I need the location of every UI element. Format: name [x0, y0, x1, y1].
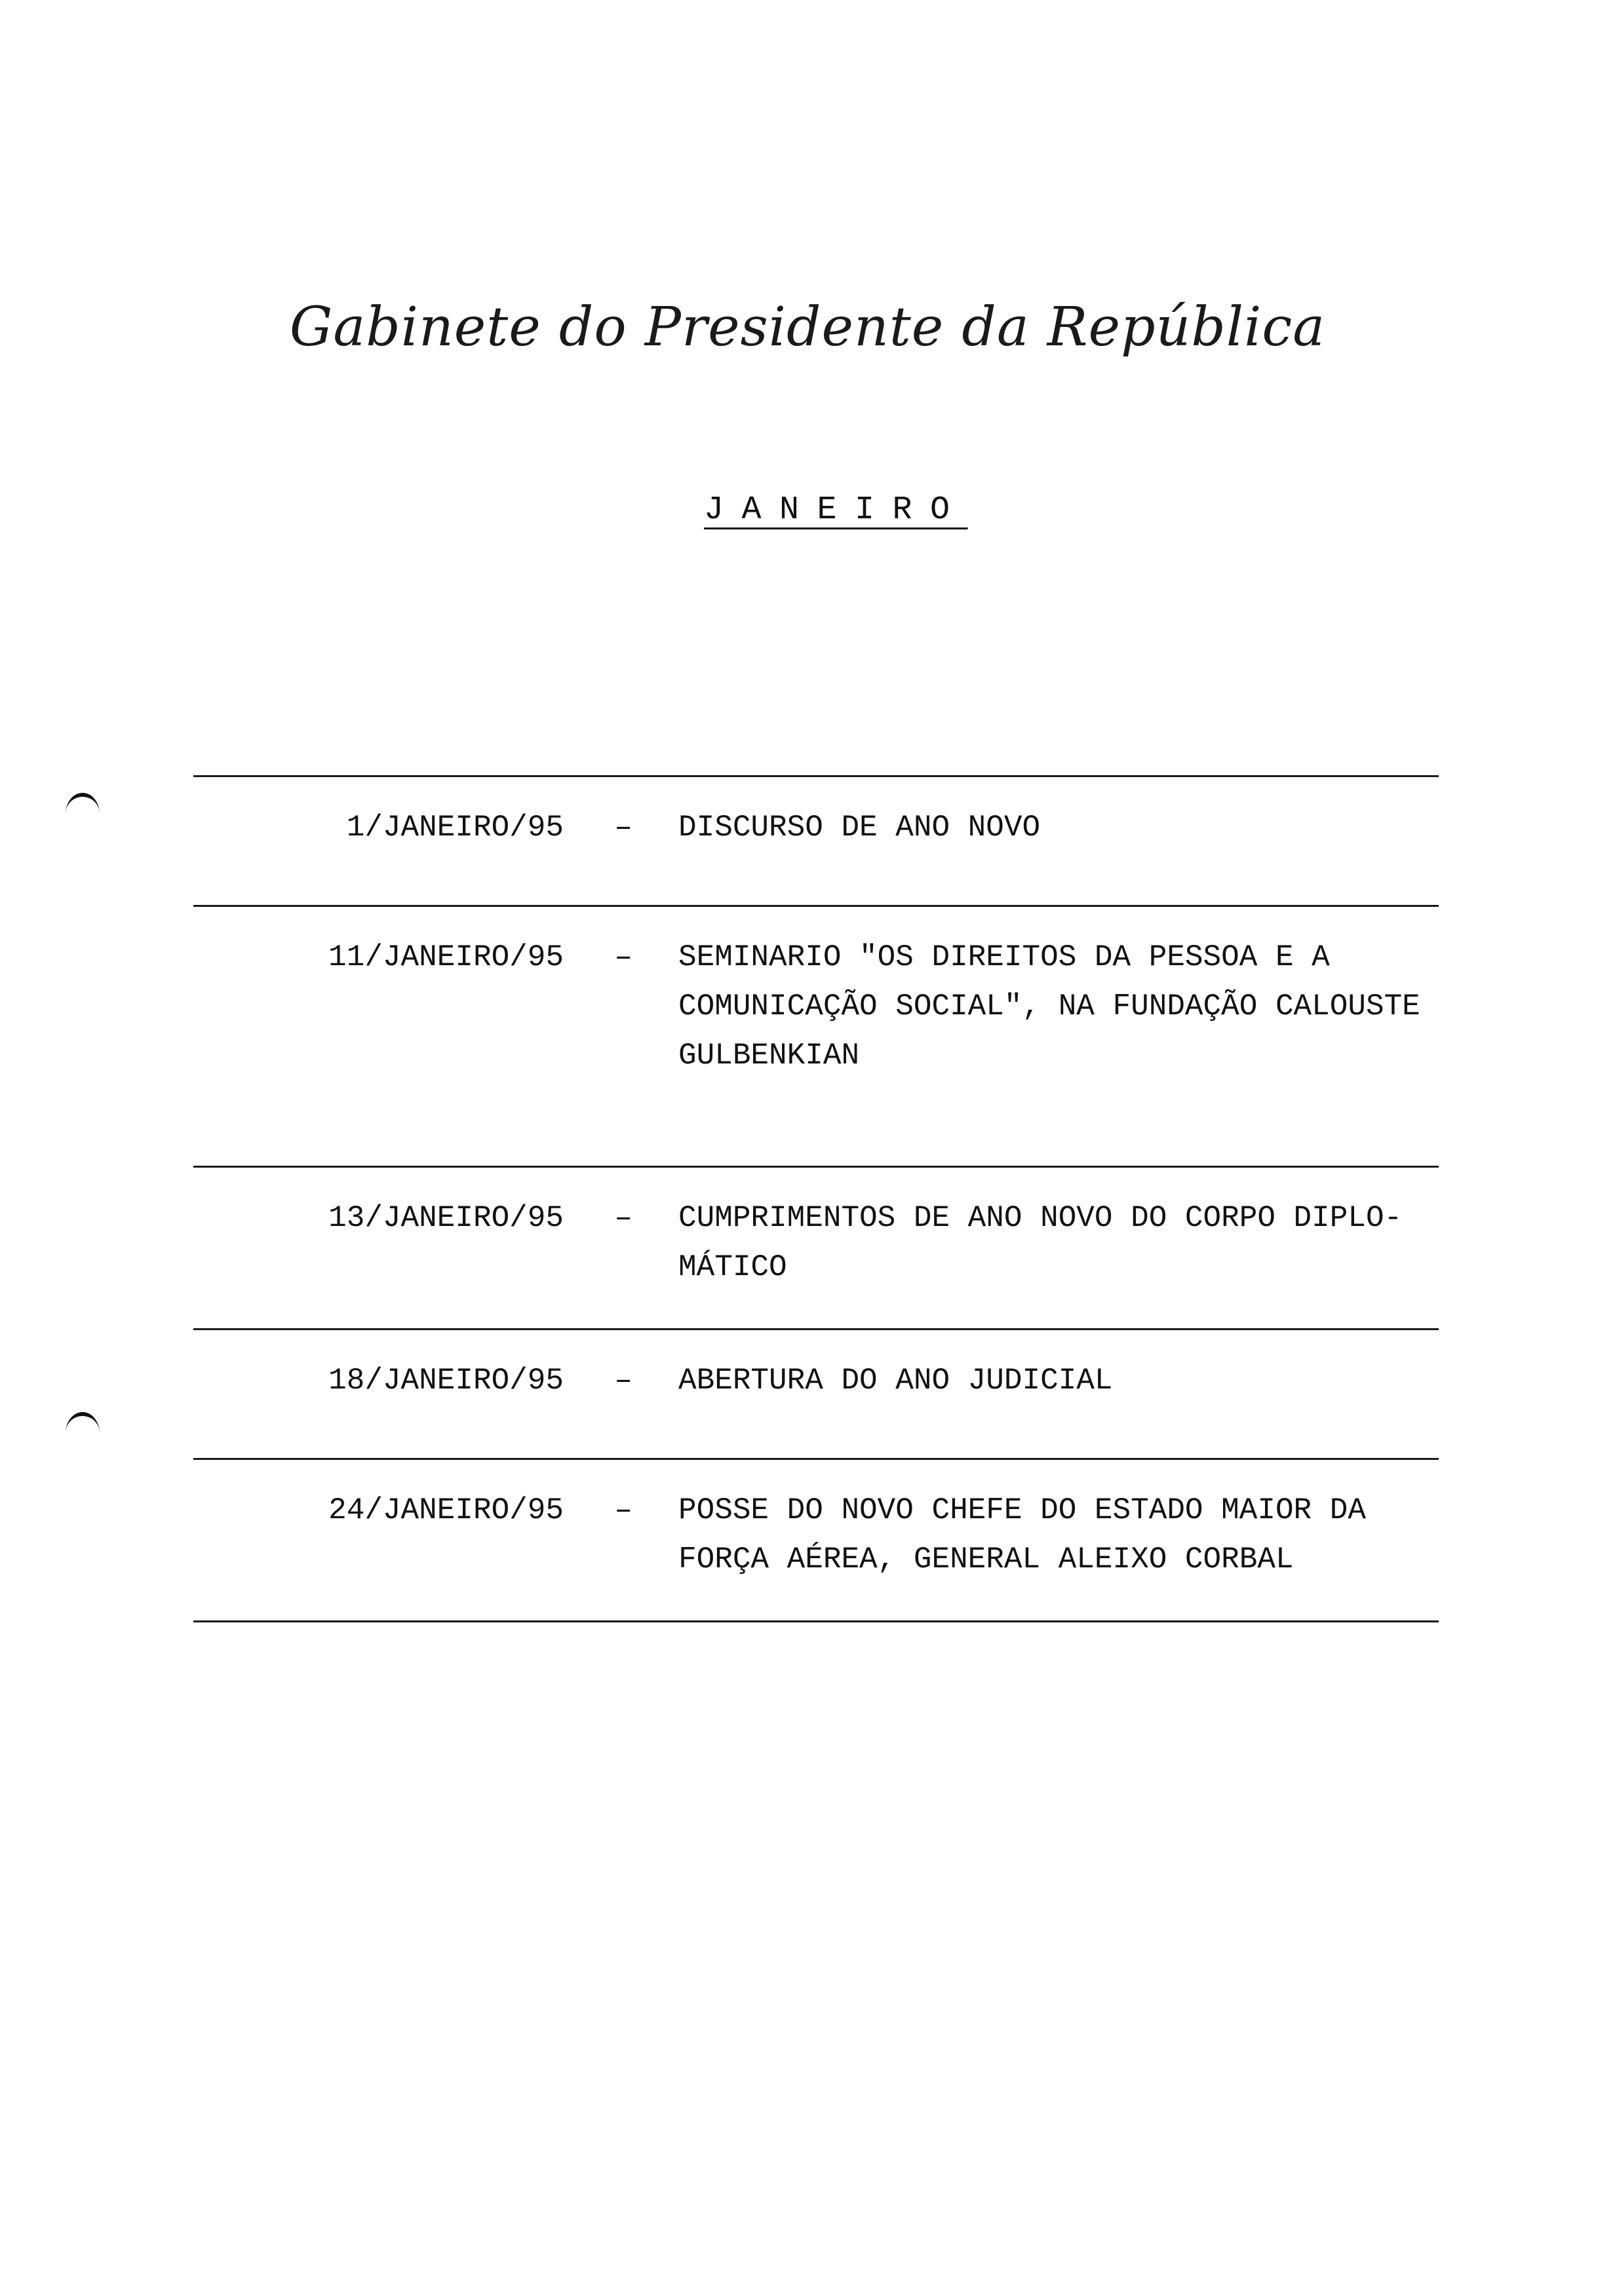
agenda-entry [193, 1330, 1439, 1458]
entry-description: DISCURSO DE ANO NOVO [678, 811, 1041, 845]
entry-description: ABERTURA DO ANO JUDICIAL [678, 1364, 1113, 1398]
entry-description: POSSE DO NOVO CHEFE DO ESTADO MAIOR DA FORÇA AÉREA, GENERAL ALEIXO CORBAL [678, 1493, 1366, 1577]
entry-dash: – [614, 940, 632, 974]
agenda-entry [193, 907, 1439, 1166]
entry-dash: – [614, 1493, 632, 1527]
punch-hole-mark [66, 793, 100, 814]
entry-description: CUMPRIMENTOS DE ANO NOVO DO CORPO DIPLO- MÁTICO [678, 1201, 1403, 1284]
entry-date: 24/JANEIRO/95 [328, 1493, 564, 1527]
entry-dash: – [614, 1201, 632, 1235]
entry-date: 18/JANEIRO/95 [328, 1364, 564, 1398]
entry-dash: – [614, 811, 632, 845]
entry-date: 13/JANEIRO/95 [328, 1201, 564, 1235]
agenda-entry [193, 777, 1439, 905]
entry-date: 11/JANEIRO/95 [328, 940, 564, 974]
agenda-entry [193, 1168, 1439, 1328]
entry-dash: – [614, 1364, 632, 1398]
entry-date: 1/JANEIRO/95 [346, 811, 564, 845]
punch-hole-mark [66, 1412, 100, 1433]
entry-description: SEMINARIO "OS DIREITOS DA PESSOA E A COMUNICAÇÃO SOCIAL", NA FUNDAÇÃO CALOUSTE GULBENKIAN [678, 940, 1420, 1073]
letterhead: Gabinete do Presidente da República [289, 296, 1326, 358]
month-title: JANEIRO [704, 491, 968, 529]
agenda-table [193, 775, 1439, 1622]
divider [193, 1620, 1439, 1622]
agenda-entry [193, 1460, 1439, 1620]
